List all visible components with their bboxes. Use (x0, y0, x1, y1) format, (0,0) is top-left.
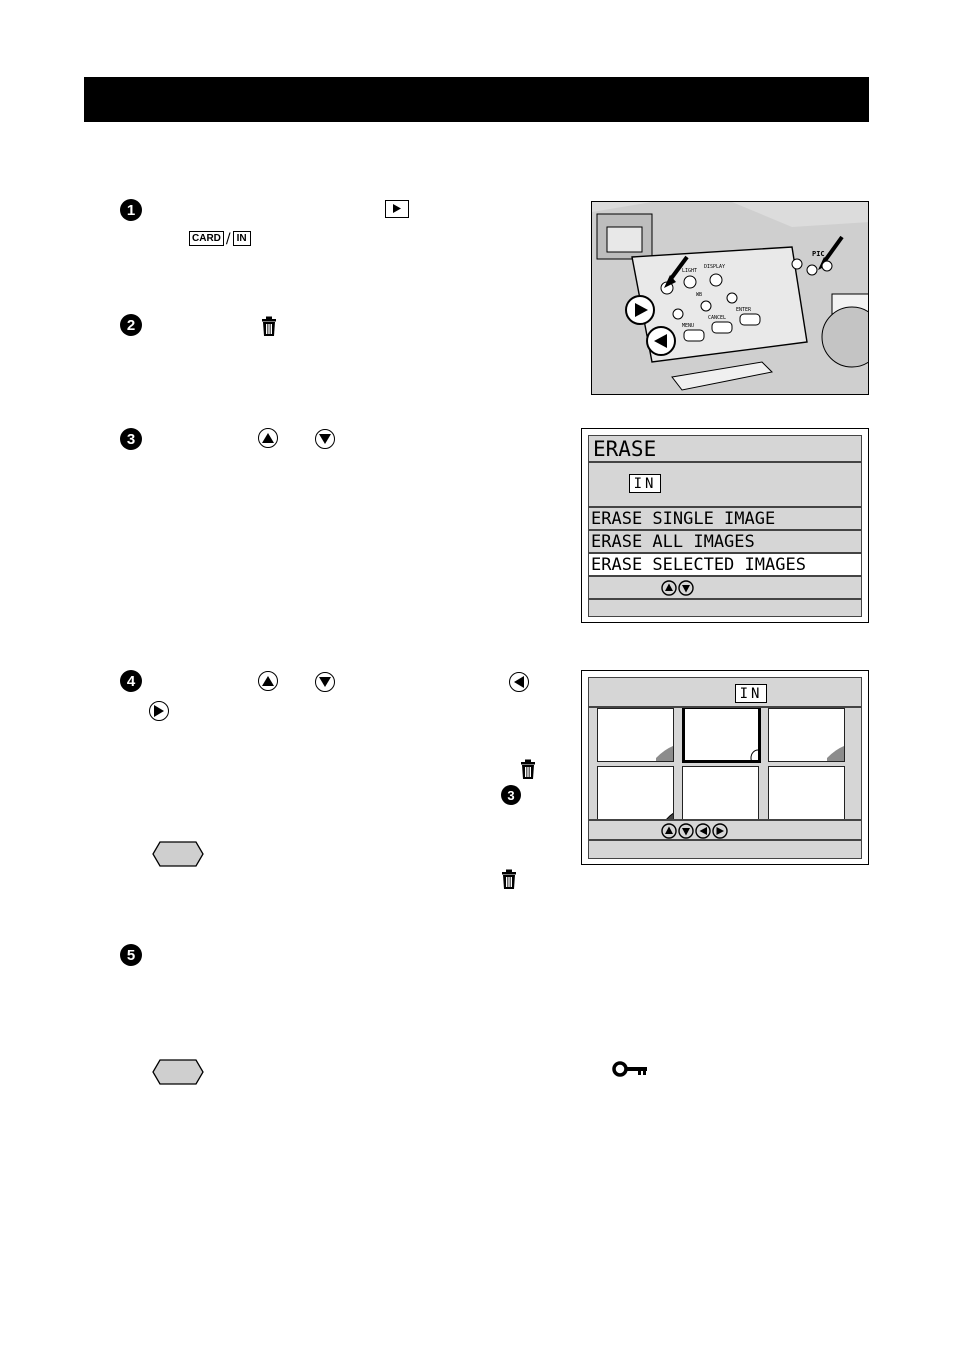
erase-menu-screen (581, 428, 869, 623)
camera-cancel-label: CANCEL (708, 315, 727, 321)
key-icon (612, 1061, 648, 1081)
erase-menu-item-selected[interactable]: ERASE SELECTED IMAGES (588, 553, 862, 576)
right-arrow-icon (149, 701, 169, 721)
in-label: IN (233, 231, 251, 246)
up-arrow-icon (258, 428, 278, 448)
media-slash: / (225, 230, 231, 247)
erase-menu-mode-area (588, 462, 862, 507)
step-2-number: 2 (120, 314, 142, 336)
step-1-number: 1 (120, 199, 142, 221)
trash-icon (260, 316, 278, 341)
down-arrow-icon (315, 429, 335, 449)
erase-selected-arrows-icon (661, 823, 729, 839)
trash-icon (500, 869, 518, 894)
erase-selected-header (588, 677, 862, 707)
camera-enter-label: ENTER (736, 307, 752, 313)
up-arrow-icon (258, 671, 278, 691)
note-hexagon-icon (152, 841, 204, 867)
camera-display-label: DISPLAY (704, 264, 726, 270)
erase-selected-screen (581, 670, 869, 865)
camera-wb-label: WB (696, 292, 703, 298)
step-3-reference: 3 (501, 785, 521, 805)
thumbnail-image[interactable] (597, 766, 674, 820)
erase-menu-item-single[interactable]: ERASE SINGLE IMAGE (588, 507, 862, 530)
camera-menu-label: MENU (682, 323, 695, 329)
erase-menu-footer (588, 599, 862, 617)
thumbnail-image[interactable] (597, 708, 674, 762)
erase-menu-item-all[interactable]: ERASE ALL IMAGES (588, 530, 862, 553)
note-hexagon-icon (152, 1059, 204, 1085)
thumbnail-grid (588, 707, 862, 820)
erase-menu-mode-box: IN (629, 474, 661, 493)
erase-menu-select-row (588, 576, 862, 599)
erase-selected-footer (588, 840, 862, 859)
thumbnail-image-selected[interactable] (682, 707, 761, 763)
erase-menu-title: ERASE (588, 435, 862, 462)
thumbnail-image[interactable] (768, 708, 845, 762)
step-3-number: 3 (120, 428, 142, 450)
card-in-icon (189, 230, 251, 247)
erase-menu-updown-icon (661, 580, 695, 596)
camera-back-illustration (591, 201, 869, 395)
erase-selected-select-row (588, 820, 862, 840)
left-arrow-icon (509, 672, 529, 692)
camera-light-label: LIGHT (682, 268, 698, 274)
down-arrow-icon (315, 672, 335, 692)
play-icon (385, 200, 409, 218)
thumbnail-image[interactable] (768, 766, 845, 820)
step-4-number: 4 (120, 670, 142, 692)
card-label: CARD (189, 231, 224, 246)
step-5-number: 5 (120, 944, 142, 966)
camera-pic-label: PIC (812, 250, 825, 258)
erase-selected-mode-box: IN (735, 684, 767, 703)
trash-icon (519, 759, 537, 784)
section-header-bar (84, 77, 869, 122)
thumbnail-image[interactable] (682, 766, 759, 820)
